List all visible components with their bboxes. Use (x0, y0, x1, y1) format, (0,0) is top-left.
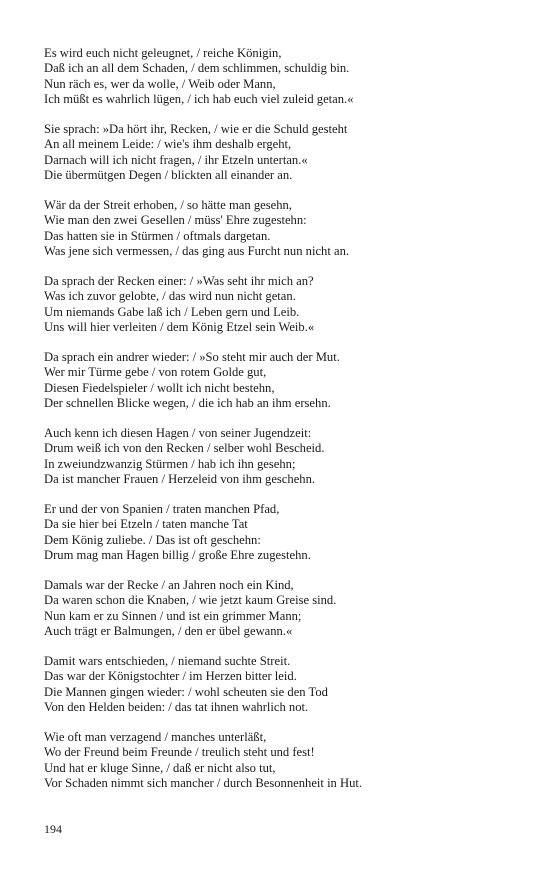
verse-line: Wer mir Türme gebe / von rotem Golde gut, (44, 365, 267, 380)
verse-line: Damit wars entschieden, / niemand suchte Streit. (44, 654, 291, 668)
verse-line: Damals war der Recke / an Jahren noch ein Kind, (44, 578, 294, 592)
verse-line: Es wird euch nicht geleugnet, / reiche Königin, (44, 46, 282, 60)
verse-line: Das war der Königstochter / im Herzen bitter leid. (44, 669, 297, 684)
verse-line: An all meinem Leide: / wie's ihm deshalb ergeht, (44, 137, 292, 152)
verse-line: Da sprach ein andrer wieder: / »So steht mir auch der Mut. (44, 350, 340, 364)
stanza-2 (44, 122, 524, 183)
verse-line: Die übermütgen Degen / blickten all einander an. (44, 167, 293, 182)
stanza-9 (44, 654, 524, 715)
verse-line: Darnach will ich nicht fragen, / ihr Etzeln untertan.« (44, 152, 308, 167)
stanza-10 (44, 730, 524, 791)
verse-line: Da waren schon die Knaben, / wie jetzt kaum Greise sind. (44, 593, 337, 608)
verse-line: Wo der Freund beim Freunde / treulich steht und fest! (44, 745, 315, 760)
verse-line: Die Mannen gingen wieder: / wohl scheuten sie den Tod (44, 684, 328, 699)
verse-line: In zweiundzwanzig Stürmen / hab ich ihn gesehn; (44, 456, 296, 471)
verse-line: Nun räch es, wer da wolle, / Weib oder Mann, (44, 76, 276, 91)
verse-line: Diesen Fiedelspieler / wollt ich nicht bestehn, (44, 380, 275, 395)
verse-line: Vor Schaden nimmt sich mancher / durch Besonnenheit in Hut. (44, 775, 363, 790)
verse-line: Von den Helden beiden: / das tat ihnen wahrlich not. (44, 699, 309, 714)
stanza-1 (44, 46, 524, 107)
verse-line: Uns will hier verleiten / dem König Etzel sein Weib.« (44, 319, 315, 334)
stanza-4 (44, 274, 524, 335)
stanza-8 (44, 578, 524, 639)
verse-line: Was jene sich vermessen, / das ging aus Furcht nun nicht an. (44, 243, 350, 258)
verse-line: Das hatten sie in Stürmen / oftmals dargetan. (44, 228, 271, 243)
verse-line: Da sie hier bei Etzeln / taten manche Tat (44, 517, 248, 532)
page-number: 194 (44, 822, 62, 836)
verse-line: Auch kenn ich diesen Hagen / von seiner Jugendzeit: (44, 426, 312, 440)
stanza-5 (44, 350, 524, 411)
verse-line: Was ich zuvor gelobte, / das wird nun nicht getan. (44, 289, 296, 304)
poem-text (44, 46, 524, 806)
verse-line: Auch trägt er Balmungen, / den er übel gewann.« (44, 623, 293, 638)
verse-line: Ich müßt es wahrlich lügen, / ich hab euch viel zuleid getan.« (44, 91, 354, 106)
verse-line: Da ist mancher Frauen / Herzeleid von ihm geschehn. (44, 471, 316, 486)
verse-line: Daß ich an all dem Schaden, / dem schlimmen, schuldig bin. (44, 61, 350, 76)
stanza-3 (44, 198, 524, 259)
verse-line: Um niemands Gabe laß ich / Leben gern und Leib. (44, 304, 300, 319)
verse-line: Da sprach der Recken einer: / »Was seht ihr mich an? (44, 274, 314, 288)
verse-line: Drum mag man Hagen billig / große Ehre zugestehn. (44, 547, 311, 562)
verse-line: Sie sprach: »Da hört ihr, Recken, / wie er die Schuld gesteht (44, 122, 348, 136)
verse-line: Wie man den zwei Gesellen / müss' Ehre zugestehn: (44, 213, 307, 228)
verse-line: Wär da der Streit erhoben, / so hätte man gesehn, (44, 198, 292, 212)
verse-line: Drum weiß ich von den Recken / selber wohl Bescheid. (44, 441, 325, 456)
verse-line: Der schnellen Blicke wegen, / die ich hab an ihm ersehn. (44, 395, 331, 410)
verse-line: Nun kam er zu Sinnen / und ist ein grimmer Mann; (44, 608, 302, 623)
verse-line: Und hat er kluge Sinne, / daß er nicht also tut, (44, 760, 276, 775)
stanza-6 (44, 426, 524, 487)
stanza-7 (44, 502, 524, 563)
verse-line: Wie oft man verzagend / manches unterläßt, (44, 730, 267, 744)
verse-line: Dem König zuliebe. / Das ist oft geschehn: (44, 532, 261, 547)
verse-line: Er und der von Spanien / traten manchen Pfad, (44, 502, 280, 516)
